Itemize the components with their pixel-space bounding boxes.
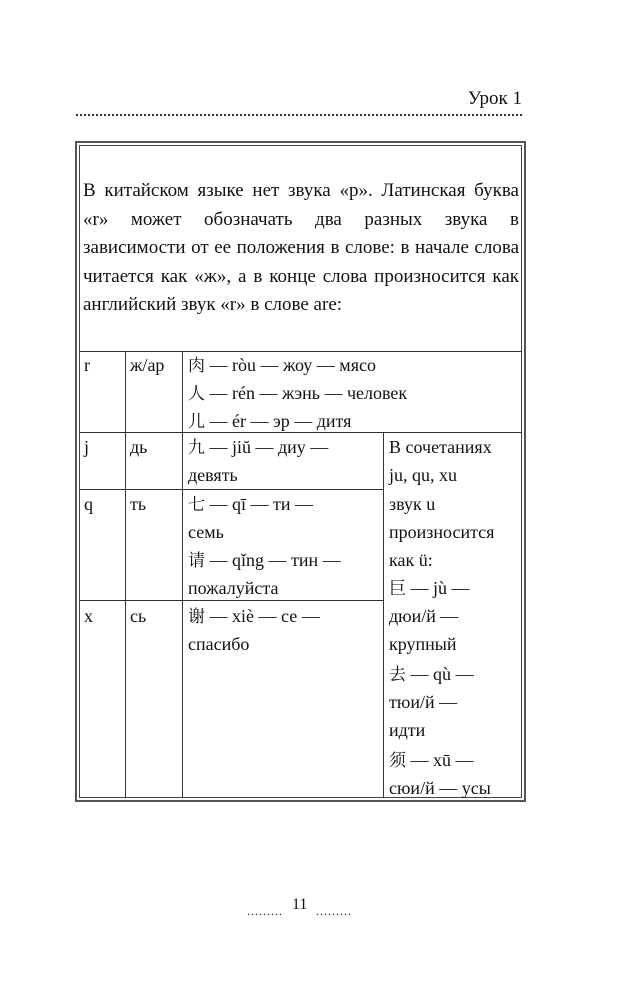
- note-example-qu-cont-1: тюи/й —: [389, 692, 458, 712]
- note-example-ju: [389, 574, 470, 603]
- letter-j: j: [84, 437, 90, 457]
- lesson-header: Урок 1: [467, 88, 522, 109]
- note-example-ju-text: — jù —: [406, 578, 470, 598]
- hanzi-xie: 谢: [188, 607, 205, 627]
- example-xie-text: — xiè — се —: [205, 606, 320, 626]
- footer-dots-right: .........: [316, 904, 352, 918]
- letter-x: x: [84, 606, 93, 626]
- note-example-xu-cont-1: сюи/й — усы: [389, 778, 491, 798]
- hanzi-jiu: 九: [188, 438, 205, 458]
- intro-paragraph: В китайском языке нет звука «р». Латинская буква «r» может обозначать два разных звука в зависимости от ее положения в слове: в начале слова читается как «ж», а в конце слова произносится как английский звук «r» в слове are:: [83, 180, 519, 315]
- hanzi-ju: 巨: [389, 579, 406, 599]
- note-line-4: произносится: [389, 522, 495, 542]
- note-line-3: звук u: [389, 494, 436, 514]
- example-qi-meaning: семь: [188, 522, 224, 542]
- letter-q: q: [84, 494, 93, 514]
- col-divider-3: [383, 432, 384, 798]
- example-ren-text: — rén — жэнь — человек: [205, 383, 408, 403]
- example-er-text: — ér — эр — дитя: [205, 411, 352, 431]
- example-xie-meaning: спасибо: [188, 634, 250, 654]
- hanzi-er: 儿: [188, 412, 205, 432]
- col-divider-1: [125, 351, 126, 798]
- example-xie: [188, 602, 320, 631]
- example-ren: [188, 379, 407, 408]
- example-qi-text: — qī — ти —: [205, 494, 313, 514]
- example-qing-text: — qǐng — тин —: [205, 550, 341, 570]
- hanzi-qi: 七: [188, 495, 205, 515]
- hanzi-ren: 人: [188, 384, 205, 404]
- example-qi: [188, 490, 313, 519]
- footer-dots-left: .........: [247, 904, 283, 918]
- example-qing-meaning: пожалуйста: [188, 578, 279, 598]
- note-example-qu: [389, 660, 474, 689]
- header-dotted-rule: [76, 114, 522, 116]
- example-jiu-text: — jiŭ — диу —: [205, 437, 329, 457]
- col-divider-2: [182, 351, 183, 798]
- note-line-5: как ü:: [389, 550, 433, 570]
- note-example-ju-cont-2: крупный: [389, 634, 457, 654]
- letter-r: r: [84, 355, 90, 375]
- sound-q: ть: [130, 494, 147, 514]
- example-rou: [188, 351, 376, 380]
- example-rou-text: — ròu — жоу — мясо: [205, 355, 376, 375]
- example-jiu: [188, 433, 328, 462]
- sound-j: дь: [130, 437, 148, 457]
- note-example-qu-text: — qù —: [406, 664, 474, 684]
- sound-r: ж/ар: [130, 355, 165, 375]
- example-er: [188, 407, 351, 436]
- note-example-qu-cont-2: идти: [389, 720, 426, 740]
- hanzi-qu: 去: [389, 665, 406, 685]
- note-example-ju-cont-1: дюи/й —: [389, 606, 459, 626]
- page-number: 11: [292, 896, 308, 913]
- note-line-2: ju, qu, xu: [389, 465, 458, 485]
- example-jiu-meaning: девять: [188, 465, 238, 485]
- hanzi-qing: 请: [188, 551, 205, 571]
- note-example-xu: [389, 746, 474, 775]
- hanzi-rou: 肉: [188, 356, 205, 376]
- example-qing: [188, 546, 341, 575]
- hanzi-xu: 须: [389, 751, 406, 771]
- note-line-1: В сочетаниях: [389, 437, 492, 457]
- sound-x: сь: [130, 606, 147, 626]
- note-example-xu-text: — xū —: [406, 750, 474, 770]
